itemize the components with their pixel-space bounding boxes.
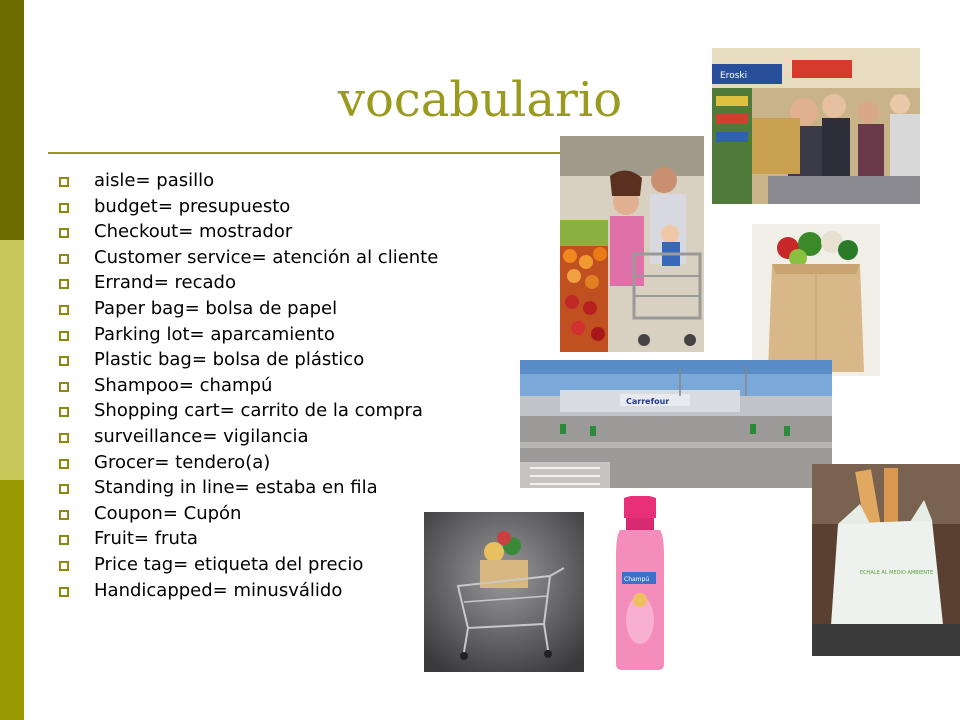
shopping-cart-photo [424, 512, 584, 672]
square-bullet-icon [59, 484, 69, 494]
vocab-text: Customer service= atención al cliente [94, 246, 439, 268]
square-bullet-icon [59, 433, 69, 443]
vocab-item [58, 501, 438, 527]
vocab-text: Shampoo= champú [94, 374, 273, 396]
vocab-item [58, 194, 438, 220]
vocab-item [58, 373, 438, 399]
vocab-text: Price tag= etiqueta del precio [94, 553, 364, 575]
vocab-item [58, 168, 438, 194]
bag-print-text: ECHALE AL MEDIO AMBIENTE [860, 570, 934, 576]
vocab-item [58, 578, 438, 604]
vocab-text: Shopping cart= carrito de la compra [94, 400, 423, 422]
square-bullet-icon [59, 279, 69, 289]
vocab-text: Handicapped= minusválido [94, 579, 343, 601]
vocab-item [58, 347, 438, 373]
vocab-text: Plastic bag= bolsa de plástico [94, 349, 365, 371]
title-underline [48, 152, 648, 154]
vocab-text: budget= presupuesto [94, 195, 291, 217]
vocab-item [58, 475, 438, 501]
square-bullet-icon [59, 177, 69, 187]
vocab-text: Errand= recado [94, 272, 236, 294]
vocab-item [58, 450, 438, 476]
square-bullet-icon [59, 382, 69, 392]
vocab-item [58, 296, 438, 322]
plastic-bag-photo [812, 464, 960, 656]
vocab-item [58, 552, 438, 578]
vocab-list [58, 168, 438, 603]
vocab-item [58, 526, 438, 552]
square-bullet-icon [59, 510, 69, 520]
vocab-item [58, 424, 438, 450]
parking-lot-photo [520, 360, 832, 488]
square-bullet-icon [59, 587, 69, 597]
strip-segment-light [0, 240, 24, 480]
vocab-item [58, 219, 438, 245]
bottle-label-text: Champú [624, 576, 650, 583]
carrefour-sign-text: Carrefour [626, 397, 670, 406]
vocab-item [58, 245, 438, 271]
square-bullet-icon [59, 407, 69, 417]
square-bullet-icon [59, 254, 69, 264]
slide-title: vocabulario [337, 72, 623, 128]
square-bullet-icon [59, 561, 69, 571]
vocab-text: Fruit= fruta [94, 528, 198, 550]
vocab-text: Grocer= tendero(a) [94, 451, 271, 473]
vocab-text: aisle= pasillo [94, 170, 215, 191]
vocab-text: Paper bag= bolsa de papel [94, 297, 338, 319]
vocab-text: Standing in line= estaba en fila [94, 477, 378, 499]
paper-bag-photo [752, 224, 880, 376]
checkout-photo [712, 48, 920, 204]
square-bullet-icon [59, 356, 69, 366]
square-bullet-icon [59, 331, 69, 341]
shampoo-bottle-photo [612, 496, 668, 672]
vocab-text: Parking lot= aparcamiento [94, 323, 335, 345]
vocab-text: Coupon= Cupón [94, 502, 242, 524]
square-bullet-icon [59, 305, 69, 315]
family-shopping-photo [560, 136, 704, 352]
vocab-text: Checkout= mostrador [94, 221, 293, 243]
vocab-text: surveillance= vigilancia [94, 425, 309, 447]
square-bullet-icon [59, 228, 69, 238]
strip-segment-bottom [0, 480, 24, 720]
square-bullet-icon [59, 535, 69, 545]
vocab-item [58, 322, 438, 348]
vocab-item [58, 398, 438, 424]
vocab-item [58, 270, 438, 296]
square-bullet-icon [59, 203, 69, 213]
store-sign-text: Eroski [720, 71, 748, 81]
square-bullet-icon [59, 459, 69, 469]
